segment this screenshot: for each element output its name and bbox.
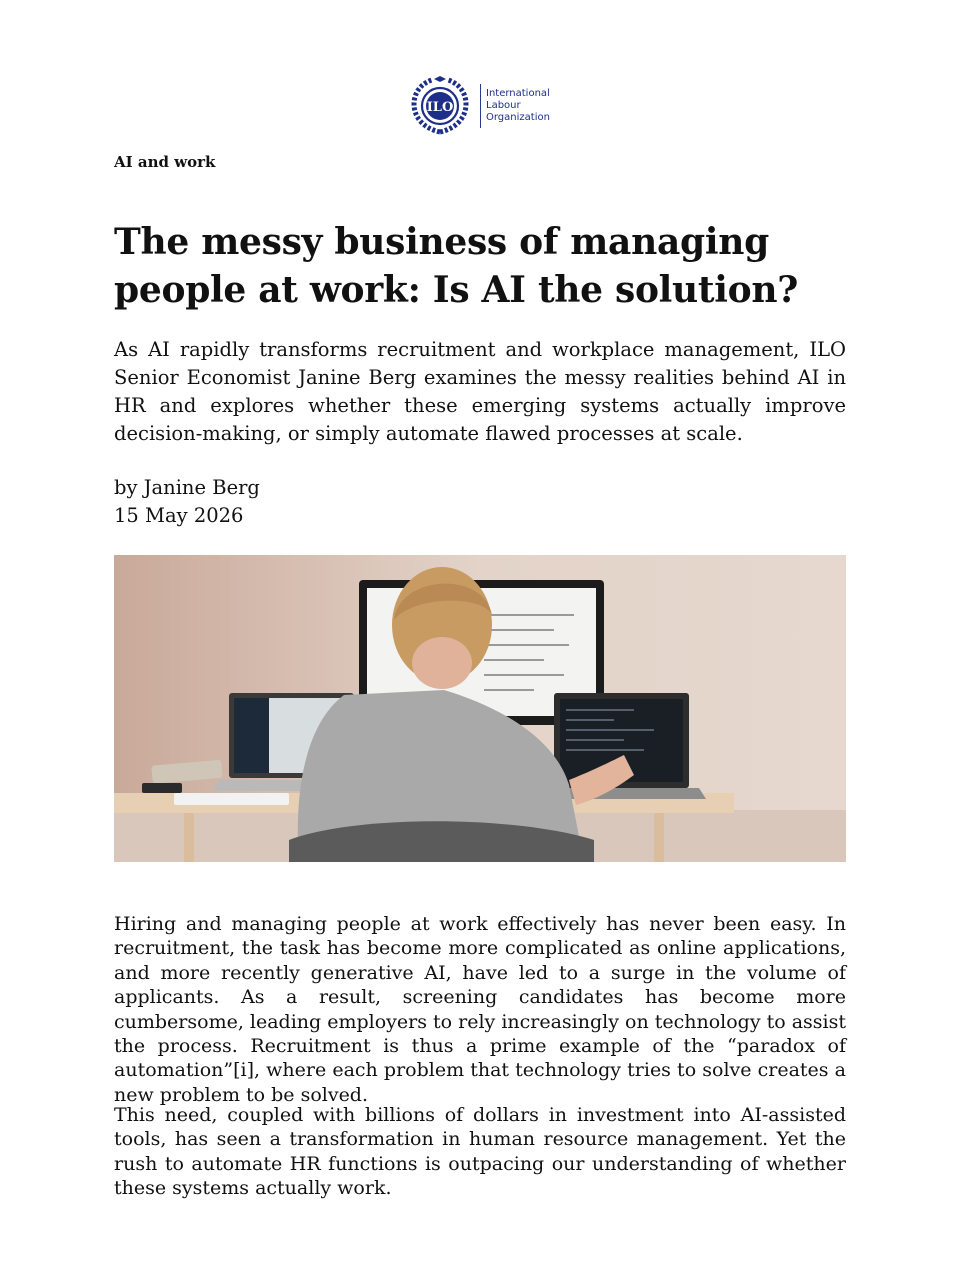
logo-line-2: Labour	[486, 100, 521, 111]
body-paragraph-1: Hiring and managing people at work effectively has never been easy. In recruitment, the task has become more complicated as online applications, and more recently generative AI, have led to a surge in the volume of applicants. As a result, screening candidates has become more cumbersome, leading employers to rely increasingly on technology to assist the process. Recruitment is thus a prime example of the “paradox of automation”[i], where each problem that technology tries to solve creates a new problem to be solved.	[114, 913, 847, 1106]
article-photo	[114, 555, 846, 862]
logo-line-3: Organization	[486, 112, 550, 123]
byline-date: 15 May 2026	[114, 504, 244, 527]
ilo-emblem-icon	[408, 76, 472, 136]
byline	[114, 474, 260, 530]
ilo-logo	[408, 76, 550, 136]
photo-illustration	[114, 555, 846, 862]
emblem-text: ILO	[426, 100, 454, 115]
logo-wordmark	[486, 88, 550, 124]
body-paragraph-2: This need, coupled with billions of dollars in investment into AI-assisted tools, has seen a transformation in human resource management. Yet the rush to automate HR functions is outpacing our understanding of whether these systems actually work.	[114, 1104, 846, 1200]
logo-line-1: International	[486, 88, 550, 99]
logo-divider	[480, 84, 481, 128]
section-kicker: AI and work	[114, 153, 216, 171]
article-title: The messy business of managing people at work: Is AI the solution?	[114, 221, 798, 311]
byline-author: by Janine Berg	[114, 476, 260, 499]
article-lead: As AI rapidly transforms recruitment and workplace management, ILO Senior Economist Janine Berg examines the messy realities behind AI in HR and explores whether these emerging systems actually improve decision-making, or simply automate flawed processes at scale.	[114, 338, 846, 445]
